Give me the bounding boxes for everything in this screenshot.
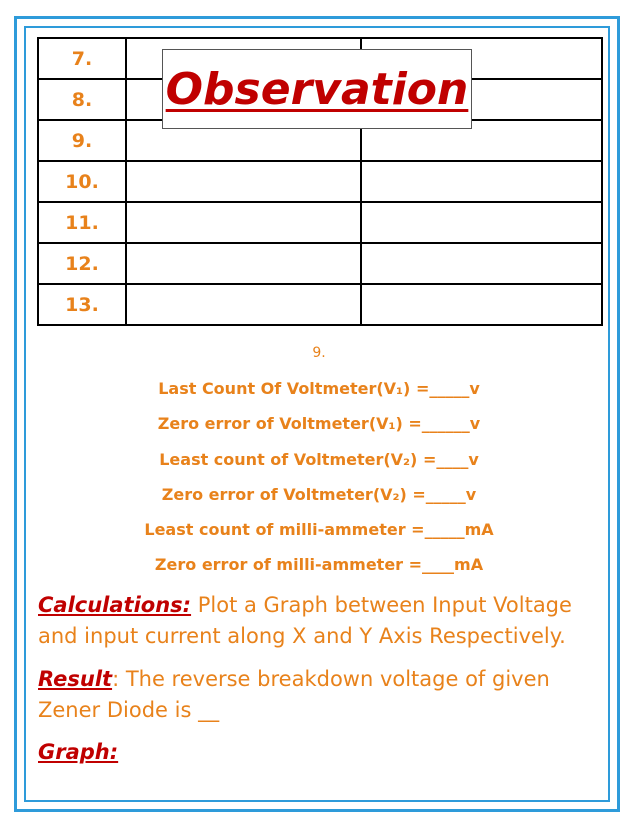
- least-count-line: Zero error of milli-ammeter =____mA: [154, 555, 484, 574]
- serial-number-cell: 13.: [38, 284, 126, 325]
- serial-number-cell: 10.: [38, 161, 126, 202]
- serial-number-cell: 11.: [38, 202, 126, 243]
- observation-heading: Observation: [165, 63, 469, 115]
- graph-label: Graph:: [38, 740, 119, 764]
- serial-number-cell: 9.: [38, 120, 126, 161]
- table-row: [38, 243, 602, 284]
- table-row: [38, 161, 602, 202]
- calculations-label: Calculations:: [38, 593, 192, 617]
- table-cell: [126, 284, 361, 325]
- least-count-line: Least count of Voltmeter(V₂) =____v: [159, 450, 479, 469]
- table-cell: [126, 202, 361, 243]
- calculations-paragraph: [38, 590, 598, 652]
- serial-number-cell: 7.: [38, 38, 126, 79]
- least-count-line: Last Count Of Voltmeter(V₁) =_____v: [158, 379, 480, 398]
- least-count-line: Zero error of Voltmeter(V₁) =______v: [157, 414, 481, 433]
- result-paragraph: [38, 664, 598, 726]
- table-cell: [361, 202, 602, 243]
- calculations-text: Plot a Graph between Input Voltage and input current along X and Y Axis Respectively.: [38, 593, 572, 648]
- observation-heading-box: [162, 49, 472, 129]
- table-cell: [126, 161, 361, 202]
- table-cell: [361, 243, 602, 284]
- table-row: [38, 202, 602, 243]
- result-text: : The reverse breakdown voltage of given Zener Diode is __: [38, 667, 550, 722]
- page-number: 9.: [312, 345, 326, 361]
- table-cell: [361, 284, 602, 325]
- serial-number-cell: 12.: [38, 243, 126, 284]
- serial-number-cell: 8.: [38, 79, 126, 120]
- least-count-line: Zero error of Voltmeter(V₂) =_____v: [161, 485, 477, 504]
- table-cell: [361, 161, 602, 202]
- result-label: Result: [38, 667, 113, 691]
- least-count-line: Least count of milli-ammeter =_____mA: [144, 520, 494, 539]
- table-cell: [126, 243, 361, 284]
- table-row: [38, 284, 602, 325]
- graph-heading: [38, 740, 118, 764]
